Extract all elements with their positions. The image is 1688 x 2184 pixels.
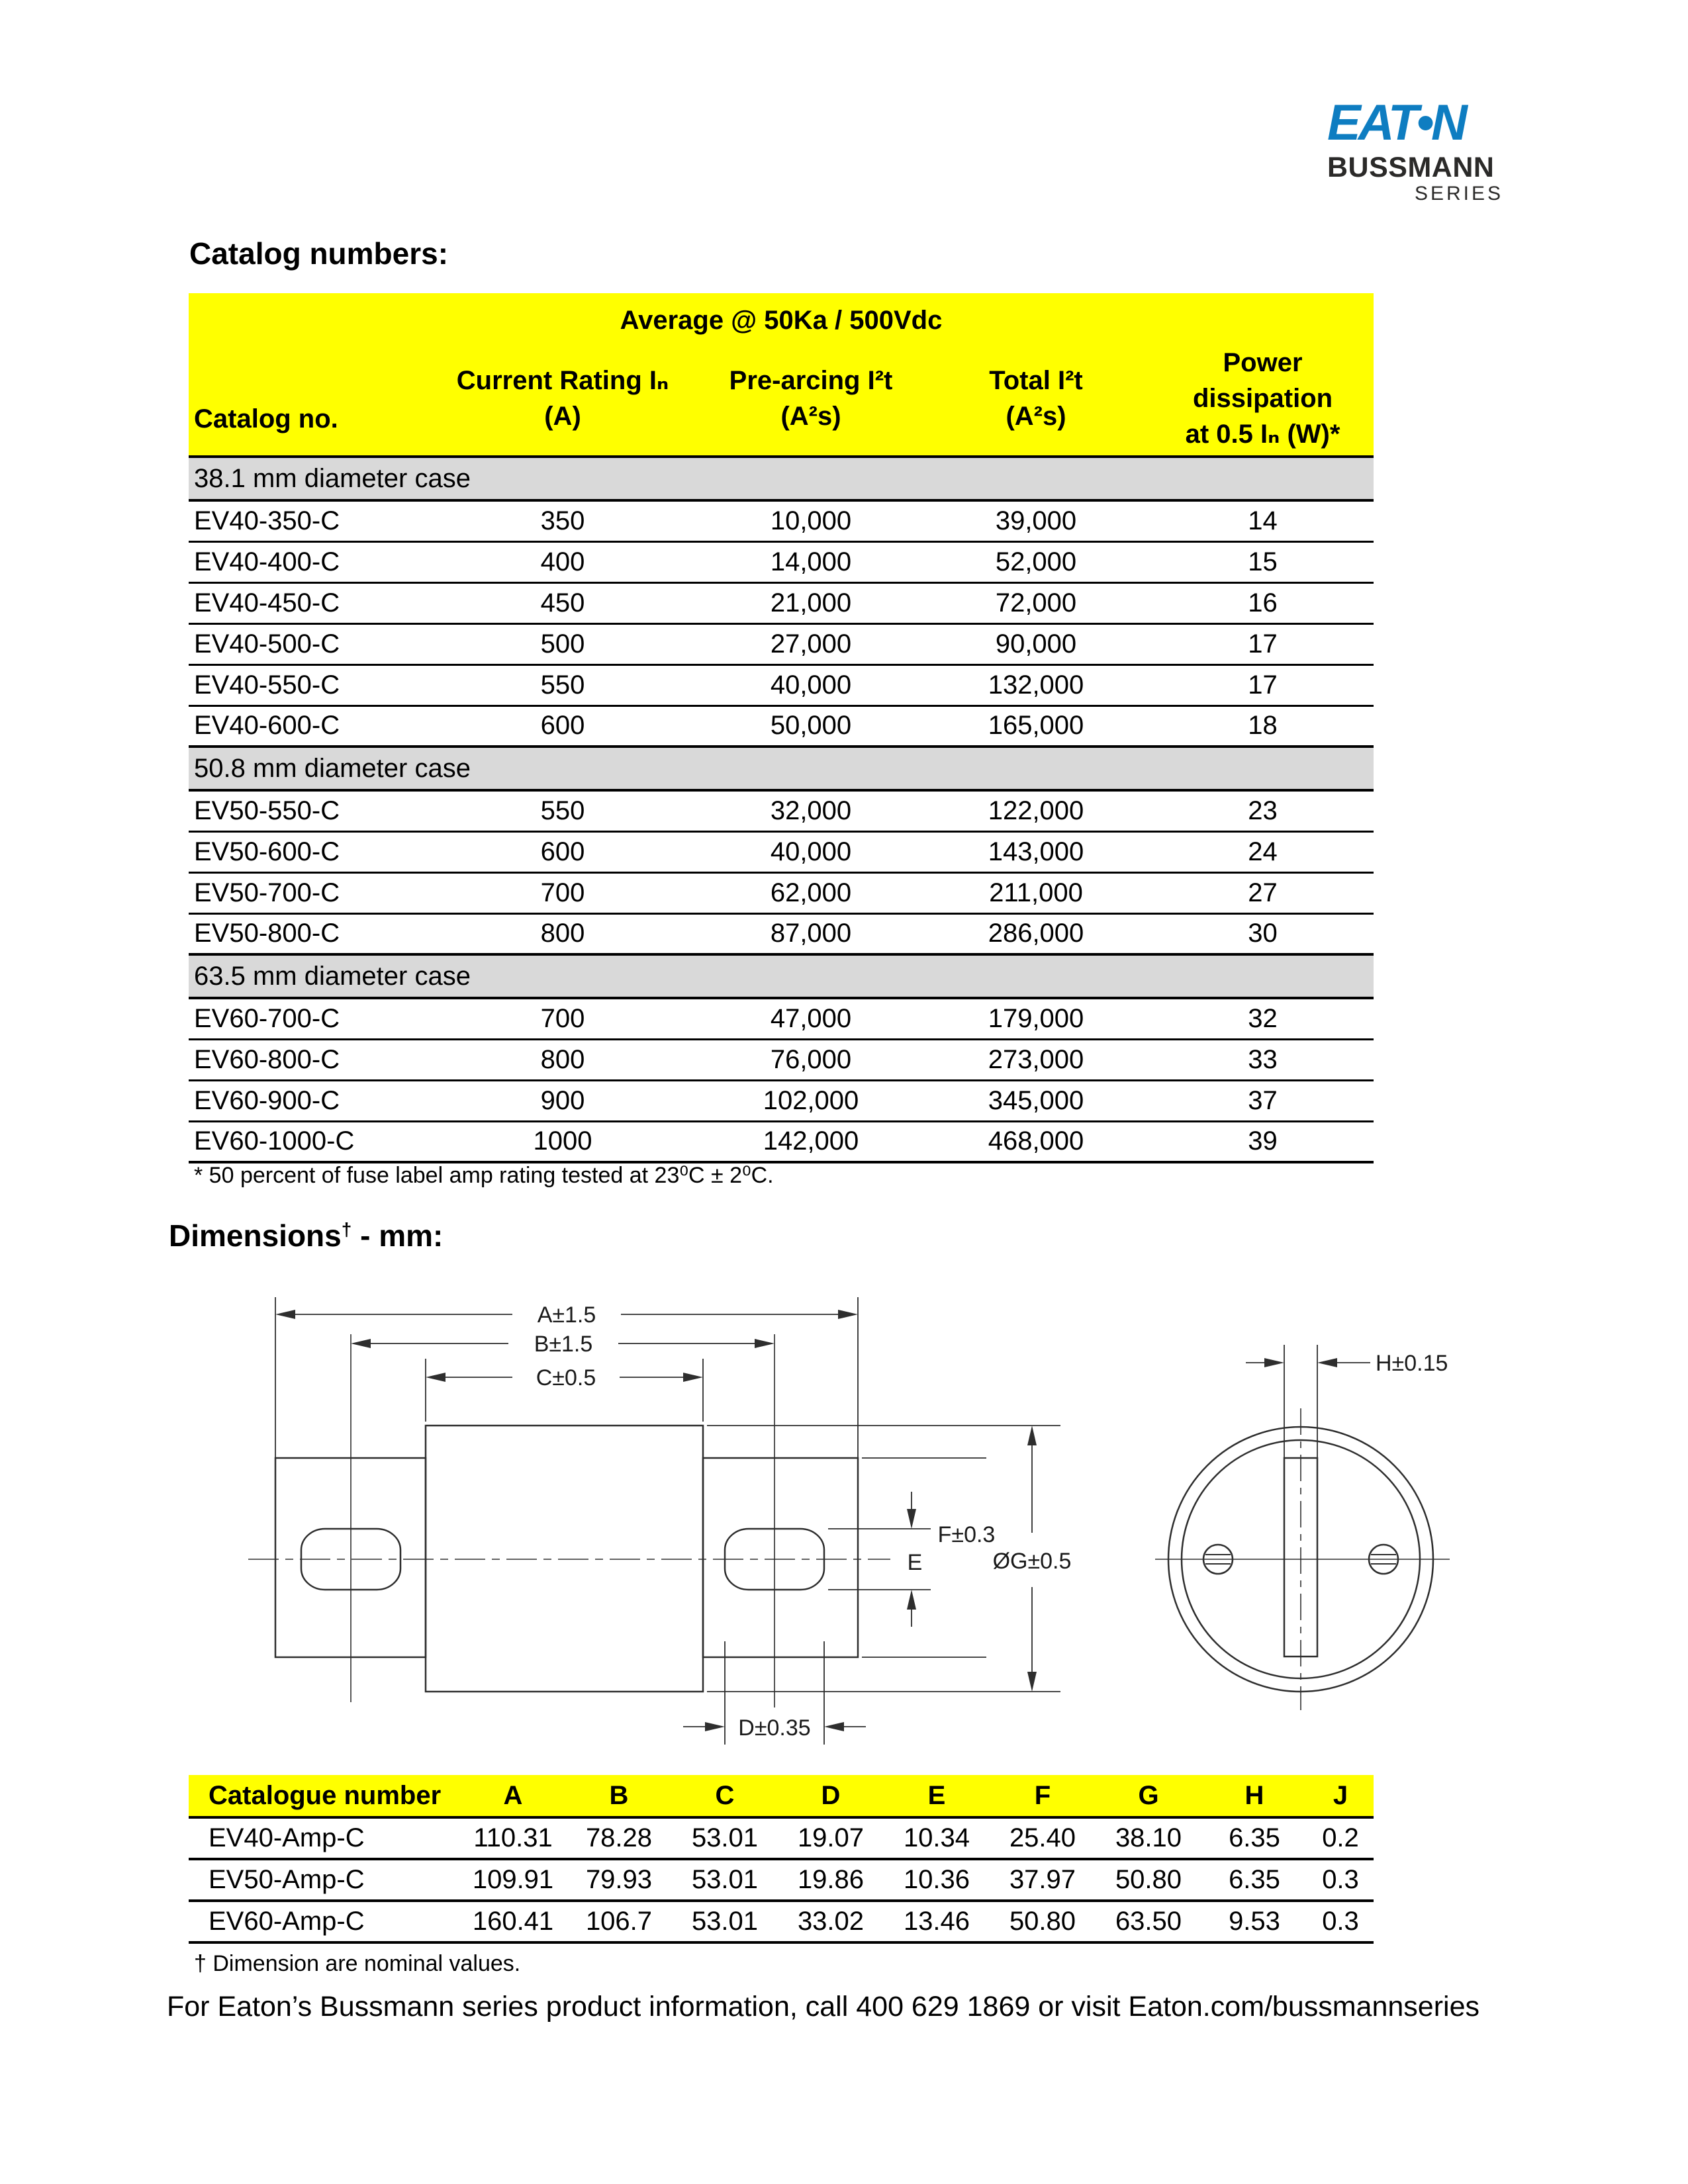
blade-edge-extensions — [862, 1458, 986, 1657]
banner-cell: Average @ 50Ka / 500Vdc — [189, 293, 1374, 341]
cell: 211,000 — [920, 872, 1152, 913]
cell: 800 — [424, 1039, 702, 1080]
cell: 10.34 — [884, 1817, 990, 1859]
section-label: 38.1 mm diameter case — [189, 457, 1374, 500]
dagger-mark: † — [341, 1219, 352, 1240]
cell: 800 — [424, 913, 702, 954]
cell: 6.35 — [1201, 1817, 1307, 1859]
table-row — [189, 1121, 1374, 1162]
table-row — [189, 1039, 1374, 1080]
cell: 165,000 — [920, 705, 1152, 747]
table-row — [189, 1817, 1374, 1859]
col-header: G — [1096, 1775, 1201, 1817]
header-row — [189, 341, 1374, 457]
cell: 10,000 — [702, 500, 920, 541]
cell: EV50-550-C — [189, 790, 424, 831]
cell: 9.53 — [1201, 1901, 1307, 1942]
header-line: Current Rating Iₙ — [456, 365, 669, 395]
cell: 76,000 — [702, 1039, 920, 1080]
cell: 90,000 — [920, 623, 1152, 664]
cell: 13.46 — [884, 1901, 990, 1942]
col-header: F — [990, 1775, 1096, 1817]
cell: 50.80 — [1096, 1859, 1201, 1901]
fuse-body — [426, 1426, 703, 1692]
cell: EV60-800-C — [189, 1039, 424, 1080]
dim-label-H: H±0.15 — [1376, 1351, 1448, 1376]
header-row — [189, 1775, 1374, 1817]
cell: 24 — [1152, 831, 1374, 872]
cell: 345,000 — [920, 1080, 1152, 1121]
cell: 25.40 — [990, 1817, 1096, 1859]
cell: 53.01 — [672, 1817, 778, 1859]
cell: 1000 — [424, 1121, 702, 1162]
col-header-total — [920, 341, 1152, 457]
cell: 14,000 — [702, 541, 920, 582]
cell: 50,000 — [702, 705, 920, 747]
cell: 900 — [424, 1080, 702, 1121]
dimensions-footnote: † Dimension are nominal values. — [194, 1951, 521, 1976]
cell: 30 — [1152, 913, 1374, 954]
table-row — [189, 500, 1374, 541]
table-row — [189, 664, 1374, 705]
arrowheads — [275, 1310, 1337, 1731]
cell: 10.36 — [884, 1859, 990, 1901]
cell: 700 — [424, 998, 702, 1039]
footer-contact-line: For Eaton’s Bussmann series product information, call 400 629 1869 or visit Eaton.com/bussmannseries — [167, 1991, 1479, 2023]
table-row — [189, 541, 1374, 582]
col-header: B — [566, 1775, 672, 1817]
dimensions-heading-text: Dimensions — [169, 1218, 342, 1253]
cell: 468,000 — [920, 1121, 1152, 1162]
cell: 160.41 — [460, 1901, 566, 1942]
cell: 14 — [1152, 500, 1374, 541]
cell: 33.02 — [778, 1901, 884, 1942]
cell: 450 — [424, 582, 702, 623]
cell: 16 — [1152, 582, 1374, 623]
cell: 550 — [424, 790, 702, 831]
table-row — [189, 1901, 1374, 1942]
cell: 87,000 — [702, 913, 920, 954]
cell: 53.01 — [672, 1859, 778, 1901]
cell: 38.10 — [1096, 1817, 1201, 1859]
cell: 21,000 — [702, 582, 920, 623]
cell: EV50-Amp-C — [189, 1859, 460, 1901]
cell: EV40-350-C — [189, 500, 424, 541]
side-view-outlines — [275, 1426, 858, 1692]
col-header: E — [884, 1775, 990, 1817]
cell: 19.86 — [778, 1859, 884, 1901]
table-row — [189, 623, 1374, 664]
table-row — [189, 872, 1374, 913]
cell: 122,000 — [920, 790, 1152, 831]
cell: 40,000 — [702, 664, 920, 705]
cell: EV50-700-C — [189, 872, 424, 913]
cell: 109.91 — [460, 1859, 566, 1901]
eaton-logo-icon: EAT•N — [1327, 95, 1465, 151]
col-header: Catalogue number — [189, 1775, 460, 1817]
header-line: (A²s) — [780, 401, 841, 431]
cell: 106.7 — [566, 1901, 672, 1942]
table-row — [189, 705, 1374, 747]
col-header: H — [1201, 1775, 1307, 1817]
cell: 27,000 — [702, 623, 920, 664]
cell: 0.3 — [1307, 1859, 1374, 1901]
cell: 350 — [424, 500, 702, 541]
cell: 39,000 — [920, 500, 1152, 541]
cell: 500 — [424, 623, 702, 664]
cell: EV60-700-C — [189, 998, 424, 1039]
header-line: Power dissipation — [1192, 347, 1333, 413]
cell: EV40-500-C — [189, 623, 424, 664]
cell: EV50-800-C — [189, 913, 424, 954]
dim-label-A: A±1.5 — [537, 1302, 596, 1328]
dim-label-B: B±1.5 — [534, 1332, 593, 1357]
right-terminal-blade — [703, 1458, 858, 1657]
cell: 17 — [1152, 623, 1374, 664]
cell: 18 — [1152, 705, 1374, 747]
table-row — [189, 582, 1374, 623]
table-row — [189, 998, 1374, 1039]
cell: EV40-400-C — [189, 541, 424, 582]
cell: 23 — [1152, 790, 1374, 831]
eaton-bussmann-logo — [1327, 97, 1503, 205]
dim-label-E: E — [907, 1550, 923, 1575]
dimensions-table — [189, 1775, 1374, 1944]
cell: 32,000 — [702, 790, 920, 831]
cell: 37.97 — [990, 1859, 1096, 1901]
cell: 79.93 — [566, 1859, 672, 1901]
cell: 286,000 — [920, 913, 1152, 954]
table-row — [189, 790, 1374, 831]
cell: 62,000 — [702, 872, 920, 913]
cell: 142,000 — [702, 1121, 920, 1162]
cell: 400 — [424, 541, 702, 582]
section-row — [189, 954, 1374, 998]
cell: 600 — [424, 831, 702, 872]
cell: 63.50 — [1096, 1901, 1201, 1942]
dimension-lines — [275, 1297, 1370, 1745]
catalog-table — [189, 293, 1374, 1163]
col-header: J — [1307, 1775, 1374, 1817]
section-label: 50.8 mm diameter case — [189, 747, 1374, 790]
header-line: Total I²t — [989, 365, 1083, 395]
col-header: C — [672, 1775, 778, 1817]
cell: 179,000 — [920, 998, 1152, 1039]
cell: 40,000 — [702, 831, 920, 872]
logo-bussmann-text: BUSSMANN — [1327, 152, 1495, 183]
cell: EV40-450-C — [189, 582, 424, 623]
fuse-dimension-drawing — [232, 1271, 1456, 1774]
col-header-prearcing — [702, 341, 920, 457]
cell: 19.07 — [778, 1817, 884, 1859]
cell: 132,000 — [920, 664, 1152, 705]
cell: 50.80 — [990, 1901, 1096, 1942]
cell: 17 — [1152, 664, 1374, 705]
catalog-footnote: * 50 percent of fuse label amp rating tested at 23⁰C ± 2⁰C. — [194, 1163, 774, 1188]
cell: 0.2 — [1307, 1817, 1374, 1859]
cell: 78.28 — [566, 1817, 672, 1859]
section-label: 63.5 mm diameter case — [189, 954, 1374, 998]
cell: 102,000 — [702, 1080, 920, 1121]
dimensions-heading — [169, 1218, 443, 1253]
dim-label-G: ØG±0.5 — [992, 1549, 1072, 1574]
cell: 47,000 — [702, 998, 920, 1039]
table-row — [189, 1080, 1374, 1121]
cell: EV50-600-C — [189, 831, 424, 872]
col-header-current-rating — [424, 341, 702, 457]
cell: 52,000 — [920, 541, 1152, 582]
col-header: A — [460, 1775, 566, 1817]
header-line: (A²s) — [1006, 401, 1066, 431]
dim-label-D: D±0.35 — [738, 1715, 811, 1741]
cell: 550 — [424, 664, 702, 705]
cell: 72,000 — [920, 582, 1152, 623]
cell: EV40-550-C — [189, 664, 424, 705]
cell: EV40-600-C — [189, 705, 424, 747]
col-header-catalog-no: Catalog no. — [189, 341, 424, 457]
section-row — [189, 457, 1374, 500]
col-header-power — [1152, 341, 1374, 457]
cell: 110.31 — [460, 1817, 566, 1859]
header-banner-row — [189, 293, 1374, 341]
cell: 32 — [1152, 998, 1374, 1039]
cell: 39 — [1152, 1121, 1374, 1162]
cell: 27 — [1152, 872, 1374, 913]
dim-label-C: C±0.5 — [536, 1365, 596, 1390]
cell: 53.01 — [672, 1901, 778, 1942]
cell: 273,000 — [920, 1039, 1152, 1080]
cell: 37 — [1152, 1080, 1374, 1121]
col-header: D — [778, 1775, 884, 1817]
cell: EV60-Amp-C — [189, 1901, 460, 1942]
cell: EV60-900-C — [189, 1080, 424, 1121]
cell: 33 — [1152, 1039, 1374, 1080]
cell: 6.35 — [1201, 1859, 1307, 1901]
section-row — [189, 747, 1374, 790]
cell: 143,000 — [920, 831, 1152, 872]
cell: 600 — [424, 705, 702, 747]
header-line: Pre-arcing I²t — [729, 365, 893, 395]
cell: 0.3 — [1307, 1901, 1374, 1942]
header-line: (A) — [544, 401, 581, 431]
table-row — [189, 913, 1374, 954]
dimensions-heading-units: - mm: — [352, 1218, 444, 1253]
table-row — [189, 1859, 1374, 1901]
cell: EV60-1000-C — [189, 1121, 424, 1162]
header-line: at 0.5 Iₙ (W)* — [1185, 419, 1340, 449]
table-row — [189, 831, 1374, 872]
cell: 700 — [424, 872, 702, 913]
centerlines — [248, 1334, 1450, 1710]
cell: EV40-Amp-C — [189, 1817, 460, 1859]
cell: 15 — [1152, 541, 1374, 582]
catalog-numbers-heading: Catalog numbers: — [189, 236, 449, 271]
dim-label-F: F±0.3 — [937, 1522, 996, 1547]
logo-series-text: SERIES — [1414, 183, 1503, 205]
